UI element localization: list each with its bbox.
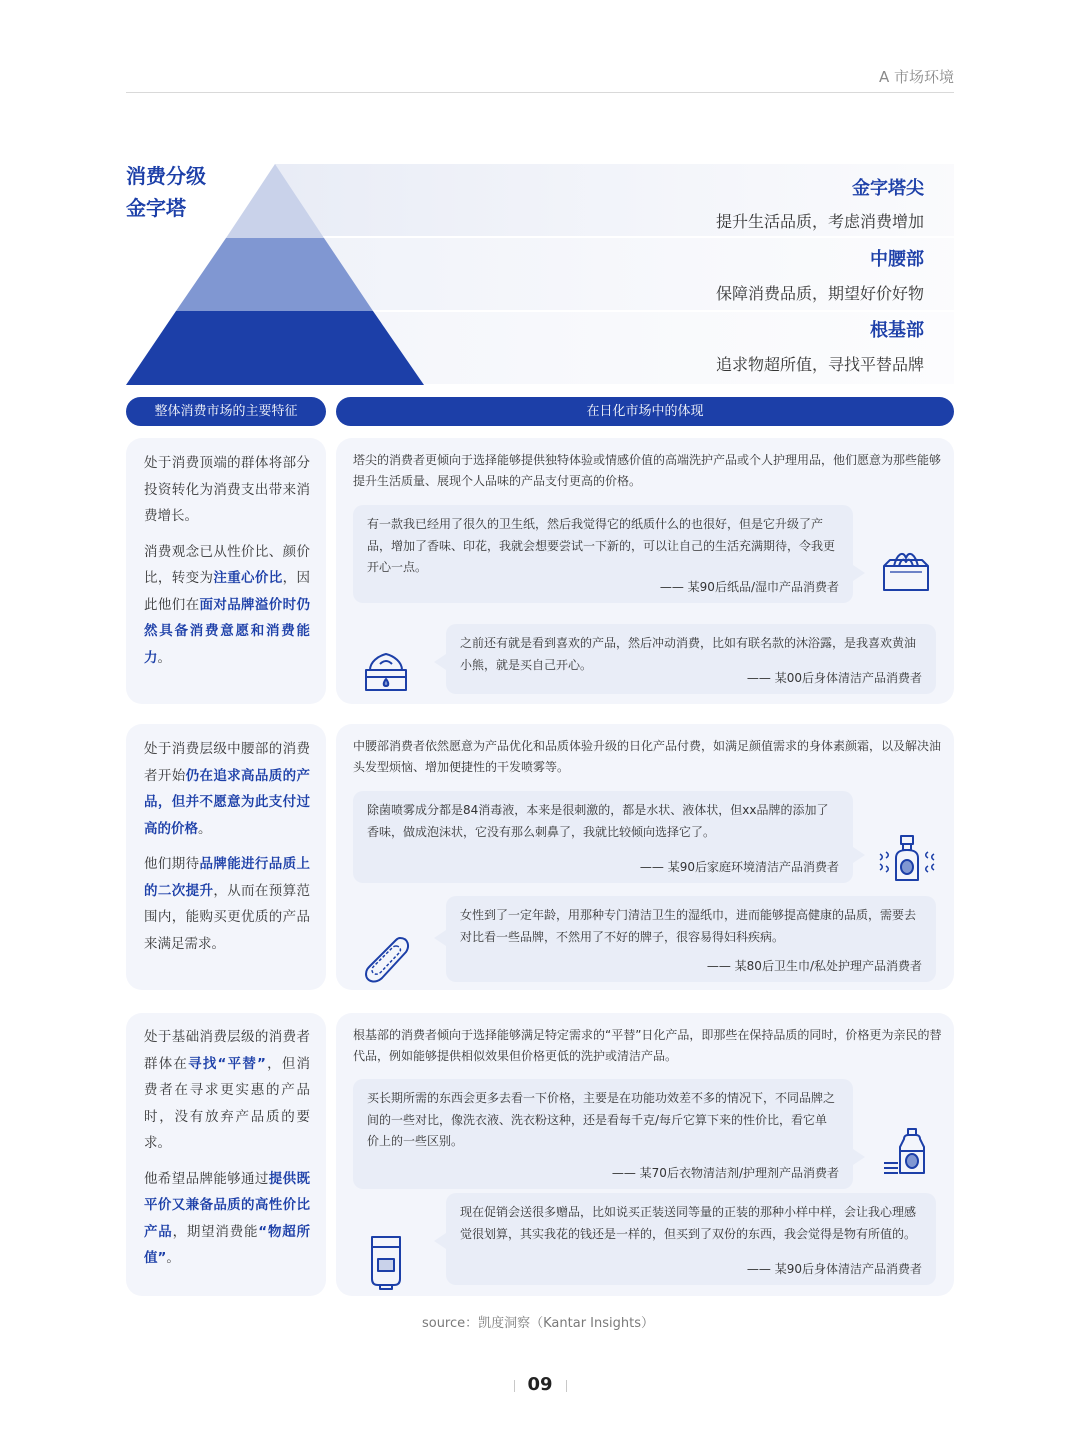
highlight-text: “物超所值” bbox=[144, 1223, 311, 1266]
body-text: ，从而在预算范围内，能购买更优质的产品来满足需求。 bbox=[144, 882, 311, 952]
detergent-bottle-icon bbox=[880, 1125, 934, 1177]
tier-intro-text: 塔尖的消费者更倾向于选择能够提供独特体验或情感价值的高端洗护产品或个人护理用品，他们愿意为那些能够提升生活质量、展现个人品味的产品支付更高的价格。 bbox=[353, 453, 942, 488]
level-title-top: 金字塔尖 bbox=[852, 178, 924, 199]
quote-text: 买长期所需的东西会更多去看一下价格，主要是在功能功效差不多的情况下，不同品牌之间的一些对比，像洗衣液、洗衣粉这种，还是看每千克/每斤它算下来的性价比，看它单价上的一些区别。 bbox=[367, 1091, 836, 1148]
body-text: 。 bbox=[198, 820, 212, 837]
quote-text: 有一款我已经用了很久的卫生纸，然后我觉得它的纸质什么的也很好，但是它升级了产品，增加了香味、印花，我就会想要尝试一下新的，可以让自己的生活充满期待，令我更开心一点。 bbox=[367, 517, 836, 574]
spray-bottle-icon bbox=[876, 832, 938, 884]
tier-top-features bbox=[126, 438, 326, 704]
quote-author: —— 某80后卫生巾/私处护理产品消费者 bbox=[706, 959, 922, 973]
lotion-tube-icon bbox=[364, 1231, 408, 1291]
feature-paragraph bbox=[126, 450, 326, 530]
body-text: 处于消费层级中腰部的消费者开始 bbox=[144, 741, 310, 784]
level-title-bottom: 根基部 bbox=[870, 320, 924, 341]
quote-author: —— 某90后身体清洁产品消费者 bbox=[746, 1262, 922, 1276]
body-text: 他们期待 bbox=[144, 856, 200, 872]
body-text: ，因此他们在 bbox=[144, 570, 311, 613]
quote-author: —— 某70后衣物清洁剂/护理剂产品消费者 bbox=[611, 1166, 839, 1180]
body-text: ，期望消费能 bbox=[172, 1223, 259, 1240]
quote-author: —— 某90后家庭环境清洁产品消费者 bbox=[639, 860, 839, 874]
tissue-box-icon bbox=[879, 546, 933, 594]
highlight-text: 寻找“平替” bbox=[188, 1055, 266, 1072]
pyramid-level-bottom bbox=[126, 311, 424, 385]
tier-intro-text: 根基部的消费者倾向于选择能够满足特定需求的“平替”日化产品，即那些在保持品质的同时，价格更为亲民的替代品，例如能够提供相似效果但价格更低的洗护或清洁产品。 bbox=[353, 1028, 942, 1063]
quote-text: 现在促销会送很多赠品，比如说买正装送同等量的正装的那种小样中样，会让我心理感觉很划算，其实我花的钱还是一样的，但买到了双份的东西，我会觉得是物有所值的。 bbox=[460, 1205, 917, 1241]
feature-paragraph bbox=[126, 1024, 326, 1157]
highlight-text: 注重心价比 bbox=[213, 570, 283, 586]
tier-top-evidence bbox=[336, 438, 954, 704]
highlight-text: 面对品牌溢价时仍然具备消费意愿和消费能力 bbox=[144, 596, 311, 666]
tier-middle-features bbox=[126, 724, 326, 990]
body-text: ，但消费者在寻求更实惠的产品时，没有放弃产品质的要求。 bbox=[144, 1055, 311, 1151]
feature-paragraph bbox=[126, 539, 326, 672]
tier-bottom-features bbox=[126, 1013, 326, 1296]
quote-author: —— 某00后身体清洁产品消费者 bbox=[746, 671, 922, 685]
quote-author: —— 某90后纸品/湿巾产品消费者 bbox=[659, 580, 839, 594]
consumer-quote bbox=[446, 624, 936, 694]
feature-paragraph bbox=[126, 1166, 326, 1272]
highlight-text: 提供既平价又兼备品质的高性价比产品 bbox=[144, 1170, 311, 1240]
section-label: A 市场环境 bbox=[878, 68, 954, 86]
consumer-quote bbox=[353, 1079, 853, 1189]
body-text: 处于消费顶端的群体将部分投资转化为消费支出带来消费增长。 bbox=[144, 455, 310, 524]
tier-bottom-evidence bbox=[336, 1013, 954, 1296]
level-desc-top: 提升生活品质，考虑消费增加 bbox=[715, 212, 924, 231]
feature-paragraph bbox=[126, 851, 326, 957]
tier-intro-text: 中腰部消费者依然愿意为产品优化和品质体验升级的日化产品付费，如满足颜值需求的身体素颜霜，以及解决油头发型烦恼、增加便捷性的干发喷雾等。 bbox=[353, 739, 942, 774]
level-title-middle: 中腰部 bbox=[870, 249, 924, 270]
highlight-text: 品牌能进行品质上的二次提升 bbox=[144, 856, 311, 899]
quote-text: 之前还有就是看到喜欢的产品，然后冲动消费，比如有联名款的沐浴露，是我喜欢黄油小熊，就是买自己开心。 bbox=[460, 636, 917, 672]
body-text: 他希望品牌能够通过 bbox=[144, 1170, 269, 1187]
page-number: 09 bbox=[527, 1374, 553, 1395]
left-column-header: 整体消费市场的主要特征 bbox=[126, 397, 326, 426]
body-text: 消费观念已从性价比、颜价比，转变为 bbox=[144, 543, 310, 586]
consumer-quote bbox=[353, 505, 853, 603]
body-text: 处于基础消费层级的消费者群体在 bbox=[144, 1029, 310, 1072]
feature-paragraph bbox=[126, 736, 326, 842]
consumer-quote bbox=[446, 896, 936, 982]
cream-jar-icon bbox=[360, 644, 412, 696]
consumer-quote bbox=[446, 1193, 936, 1285]
page-divider-right bbox=[566, 1380, 567, 1392]
quote-text: 女性到了一定年龄，用那种专门清洁卫生的湿纸巾，进而能够提高健康的品质，需要去对比看一些品牌，不然用了不好的牌子，很容易得妇科疾病。 bbox=[460, 908, 917, 944]
quote-text: 除菌喷雾成分都是84消毒液，本来是很刺激的，都是水状、液体状，但xx品牌的添加了香味，做成泡沫状，它没有那么刺鼻了，我就比较倾向选择它了。 bbox=[367, 803, 829, 839]
highlight-text: 仍在追求高品质的产品，但并不愿意为此支付过高的价格 bbox=[144, 767, 311, 837]
tier-middle-evidence bbox=[336, 724, 954, 990]
level-desc-middle: 保障消费品质，期望好价好物 bbox=[715, 284, 924, 303]
source-citation: source：凯度洞察（Kantar Insights） bbox=[421, 1316, 655, 1331]
sanitary-pad-icon bbox=[360, 932, 414, 986]
pyramid-title: 消费分级 金字塔 bbox=[126, 164, 206, 220]
body-text: 。 bbox=[166, 1250, 180, 1266]
consumer-quote bbox=[353, 791, 853, 883]
right-column-header: 在日化市场中的体现 bbox=[336, 397, 954, 426]
body-text: 。 bbox=[157, 649, 171, 666]
level-desc-bottom: 追求物超所值，寻找平替品牌 bbox=[715, 355, 924, 374]
